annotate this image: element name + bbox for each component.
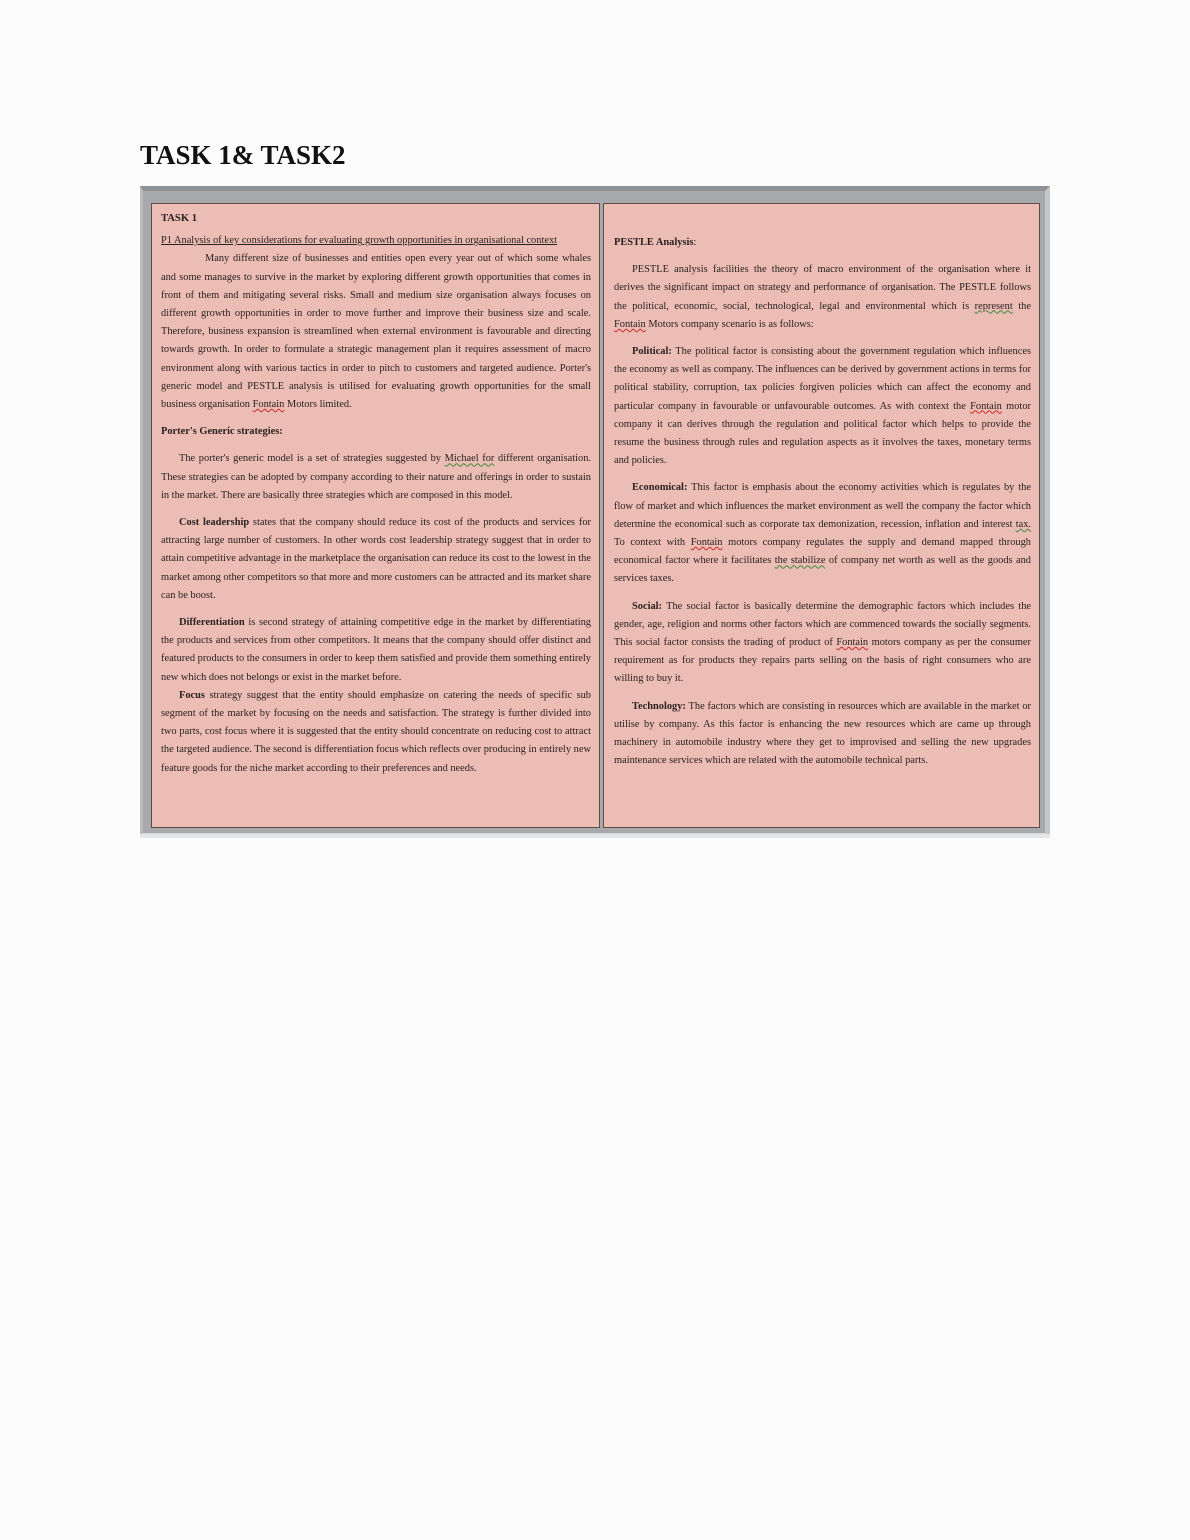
social-text: The social factor is basically determine the demographic factors which includes the gender, age, religion and norms other factors which are commenced towards the socially segments. This social factor consists the trading of product of [614,600,1031,649]
economical-paragraph [614,479,1031,588]
intro-text: Many different size of businesses and entities open every year out of which some whales and some manages to survive in the market by exploring different growth opportunities that comes in front of them and mitigating several risks. Small and medium size organisation always focuses on different growth opportunities in order to move further and improve their business size and scale. Therefore, business expansion is streamlined when external environment is favourable and directing towards growth. In order to formulate a strategic management plan it requires assessment of macro environment along with various tactics in order to pitch to customers and targeted audience. Porter's generic model and PESTLE analysis is utilised for evaluating growth opportunities for the small business organisation [161,253,591,411]
porter-paragraph [161,450,591,505]
grammar-flag: the stabilize [774,555,826,567]
porter-text-end: different organisation. These strategies can be adopted by company according to their nature and offerings in order to sustain in the market. There are basically three strategies which are composed in this model. [161,453,591,501]
social-text-end: motors company as per the consumer requirement as for products they repairs parts selling on the basis of right consumers who are willing to buy it. [614,637,1031,685]
pestle-intro-paragraph [614,261,1031,334]
grammar-flag: represent [974,300,1013,312]
focus-paragraph [161,687,591,778]
technology-paragraph [614,698,1031,771]
spelling-flag: Fontain [836,637,869,649]
porter-heading: Porter's Generic strategies: [161,426,283,438]
economical-term: Economical: [632,482,688,494]
pestle-intro-end: Motors company scenario is as follows: [648,318,814,330]
cost-leadership-term: Cost leadership [179,517,250,529]
task-label: TASK 1 [161,213,198,224]
cost-leadership-paragraph [161,514,591,605]
pestle-heading-colon: : [693,237,697,248]
political-text: The political factor is consisting about the government regulation which influences the economy as well as company. The influences can be derived by government actions in terms for political stability, corruption, tax policies forgiven policies which can affect the economy and particular company in favourable or unfavourable outcomes. As with context the [614,346,1031,412]
economical-text-d: of company net worth as well as the goods and services taxes. [614,555,1031,585]
political-text-end: motor company it can derives through the regulation and political factor which helps to provide the resume the business through rules and regulation aspects as it involves the taxes, monetary terms and policies. [614,400,1031,467]
grammar-flag: Michael for [444,453,495,465]
pestle-heading-text: PESTLE Analysis [614,237,694,248]
frame-shadow [140,834,1050,838]
focus-term: Focus [179,689,205,701]
spelling-flag: Fontain [970,400,1002,412]
porter-text: The porter's generic model is a set of strategies suggested by [179,453,441,465]
differentiation-paragraph [161,614,591,687]
political-term: Political: [632,346,672,358]
social-term: Social: [632,600,663,612]
economical-text-c: motors company regulates the supply and demand mapped through economical factor where it facilitates [614,537,1031,567]
pestle-intro-text: PESTLE analysis facilities the theory of macro environment of the organisation where it derives the significant impact on strategy and performance of organisation. The PESTLE follows the political, economic, social, technological, legal and environmental which is [614,264,1031,312]
grammar-flag: tax. [1015,518,1031,530]
social-paragraph [614,598,1031,689]
technology-term: Technology: [632,700,686,712]
pestle-right-column [603,203,1040,828]
intro-paragraph [161,250,591,414]
spelling-flag: Fontain [252,399,285,411]
focus-text: strategy suggest that the entity should emphasize on catering the needs of specific sub segment of the market by focusing on the needs and satisfaction. The strategy is further divided into two parts, cost focus where it is suggested that the entity should concentrate on reducing cost to attract the targeted audience. The second is differentiation focus which reflects over producing in entirely new feature goods for the niche market according to their preferences and needs. [161,689,591,774]
differentiation-term: Differentiation [179,617,245,629]
technology-text: The factors which are consisting in resources which are available in the market or utilise by company. As this factor is enhancing the new resources which are came up through machinery in automobile industry where they get to improvised and selling the new upgrades maintenance services which are related with the automobile technical parts. [614,700,1031,767]
section-heading: P1 Analysis of key considerations for evaluating growth opportunities in organisational context [161,235,558,247]
pestle-heading [614,234,1031,252]
intro-text-end: Motors limited. [286,399,352,411]
spelling-flag: Fontain [690,537,723,549]
page-title: TASK 1& TASK2 [140,140,346,170]
political-paragraph [614,343,1031,470]
cost-leadership-text: states that the company should reduce its cost of the products and services for attracting large number of customers. In other words cost leadership strategy suggest that in order to attain competitive advantage in the marketplace the organisation can reduce its cost to the lowest in the market among other competitors so that more and more customers can be attracted and its market share can be boost. [161,517,591,601]
spelling-flag: Fontain [614,318,646,330]
pestle-intro-mid: the [1018,300,1031,312]
task1-left-column [151,203,600,828]
differentiation-text: is second strategy of attaining competitive edge in the market by differentiating the products and services from other competitors. It means that the company should offer distinct and featured products to the consumers in order to keep them satisfied and provide them something entirely new which does not belongs or exist in the market before. [161,617,591,683]
embedded-screenshot [140,186,1050,836]
economical-text: This factor is emphasis about the economy activities which is regulates by the flow of market and which influences the market environment as well the company the factor which determine the economical such as corporate tax demonization, recession, inflation and interest [614,482,1031,530]
economical-text-b: To context with [614,537,686,549]
